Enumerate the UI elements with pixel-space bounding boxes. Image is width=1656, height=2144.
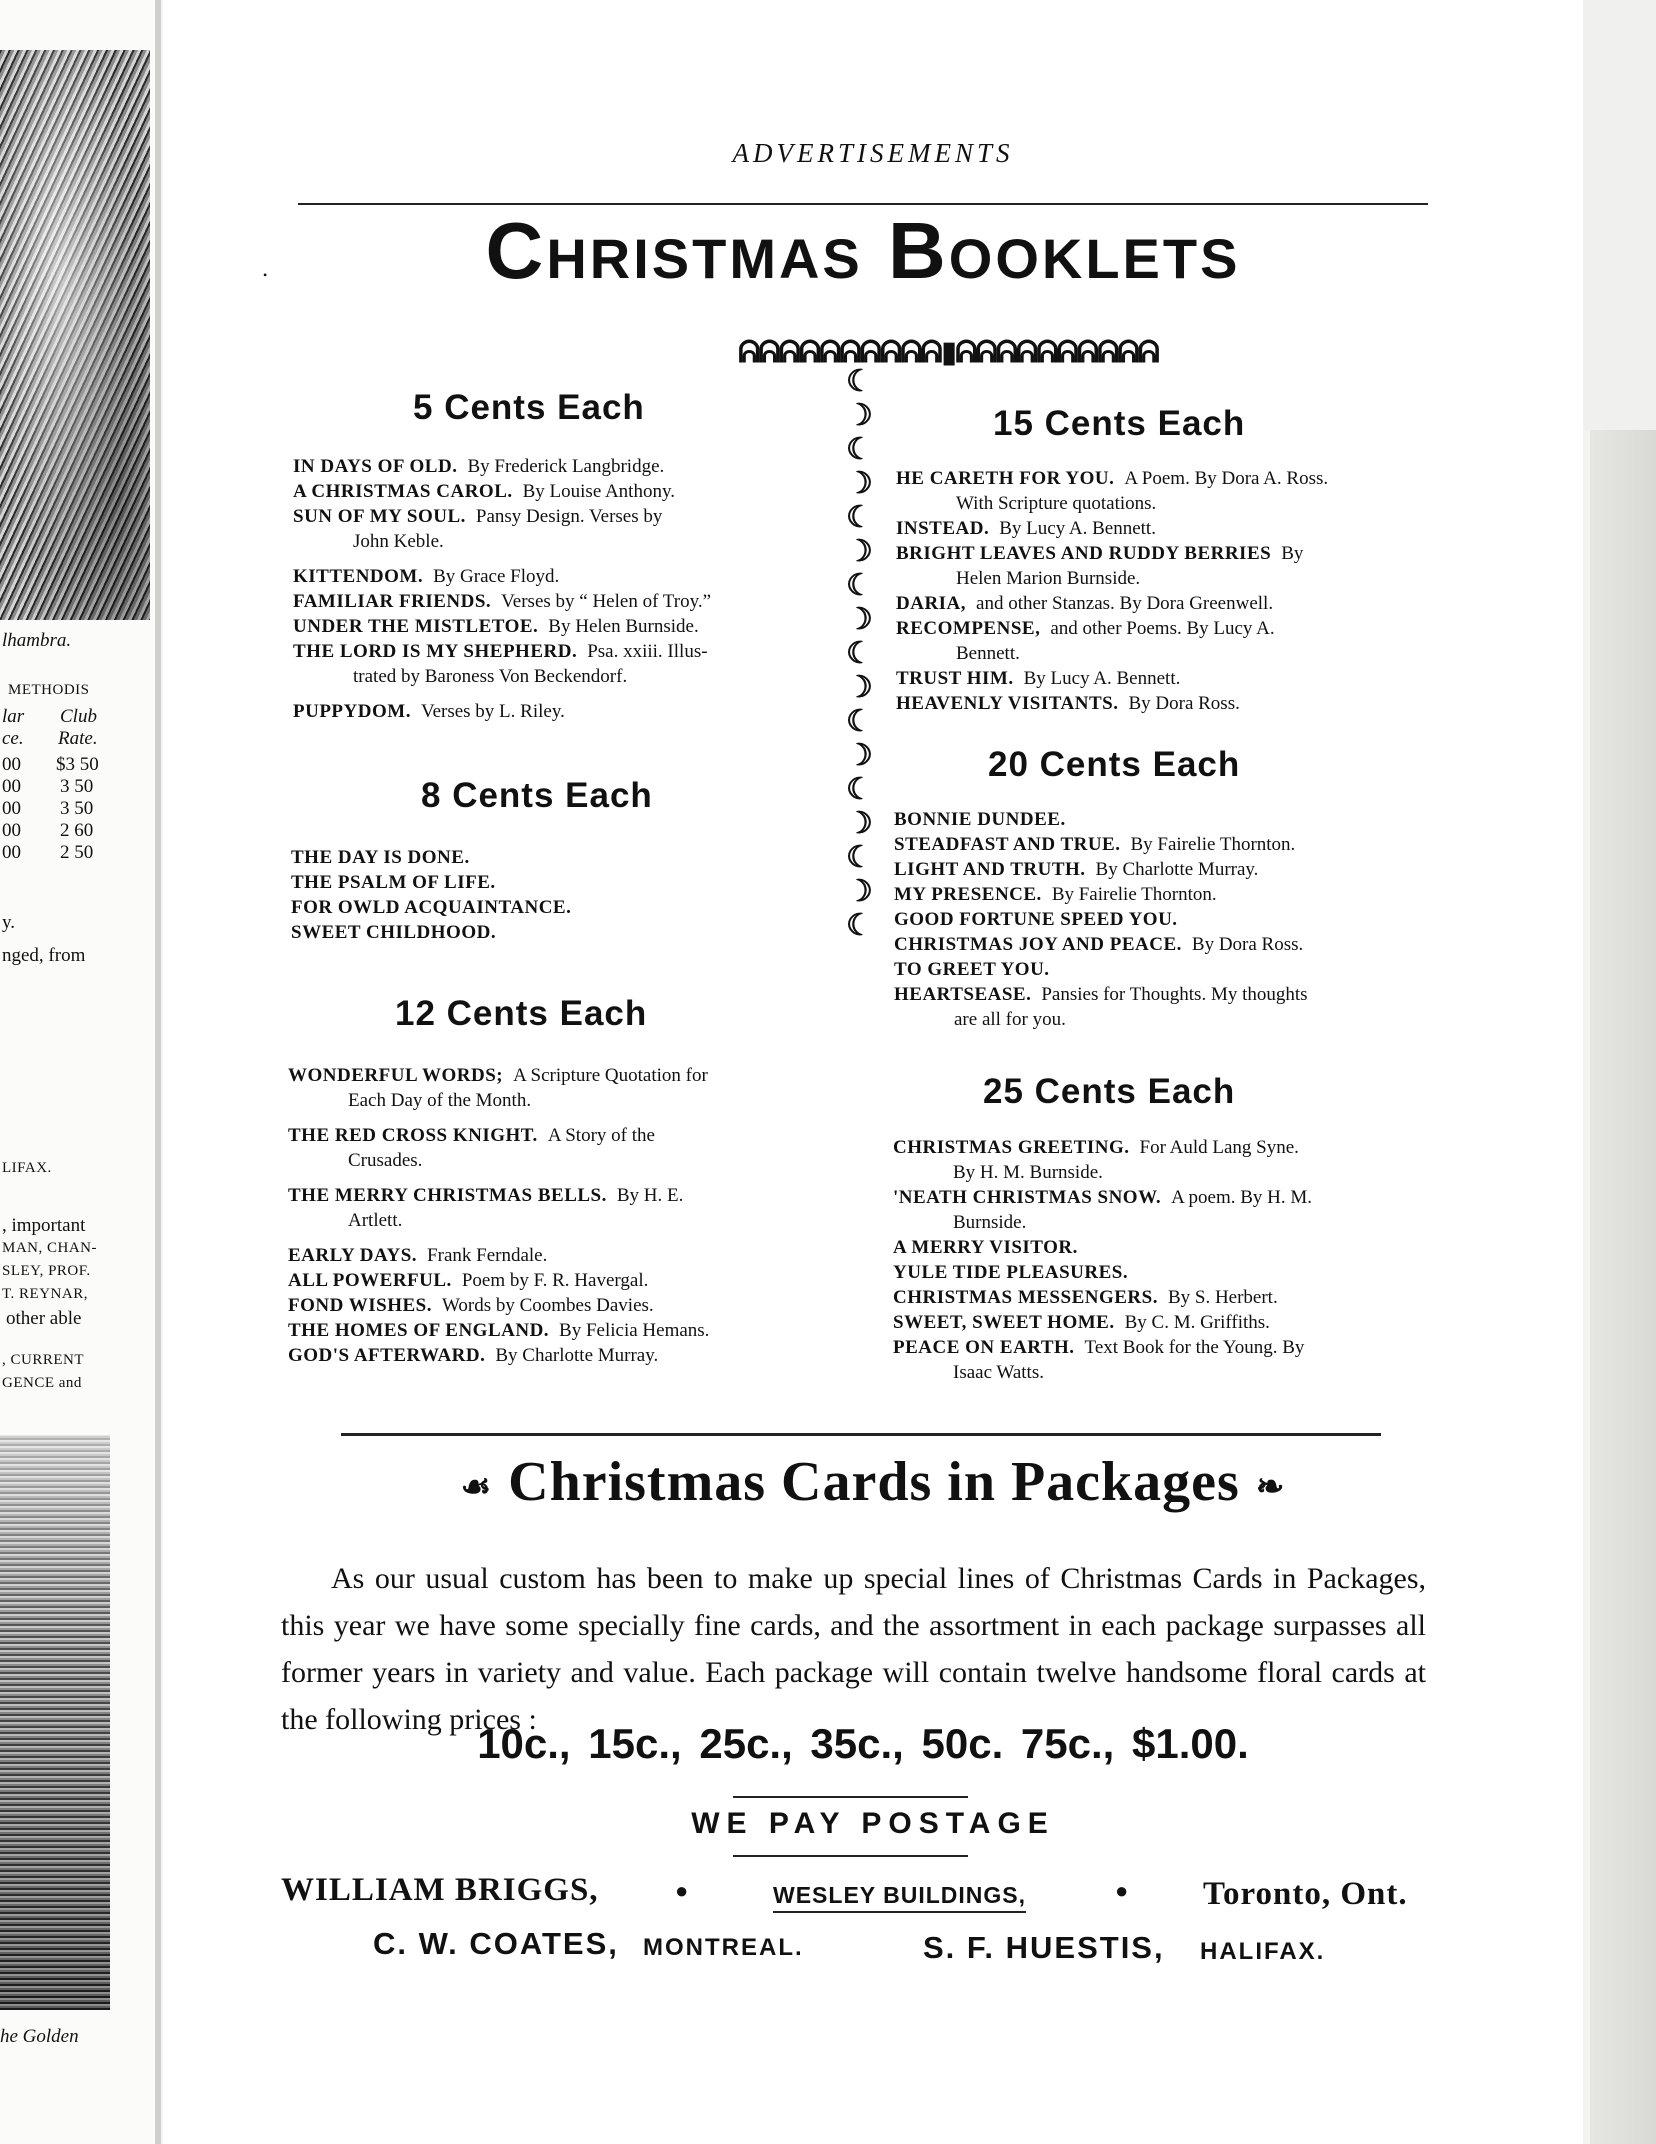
booklet-desc: By Charlotte Murray. bbox=[495, 1345, 659, 1366]
left-y-line: y. bbox=[2, 912, 16, 933]
list-item bbox=[894, 807, 1459, 832]
section-heading-8: 8 Cents Each bbox=[421, 776, 653, 815]
booklet-title: FOR OWLD ACQUAINTANCE. bbox=[291, 897, 572, 918]
list-item bbox=[894, 932, 1459, 957]
booklet-desc: Verses by “ Helen of Troy.” bbox=[501, 591, 712, 612]
booklet-title: THE PSALM OF LIFE. bbox=[291, 872, 496, 893]
list-item bbox=[293, 454, 833, 479]
booklet-title: FOND WISHES. bbox=[288, 1295, 432, 1316]
list-item bbox=[288, 1123, 848, 1173]
booklet-desc: For Auld Lang Syne. bbox=[1139, 1137, 1299, 1158]
list-item bbox=[896, 591, 1456, 616]
page-edge-top bbox=[1580, 0, 1656, 430]
left-important: , important bbox=[2, 1215, 86, 1236]
booklet-title: CHRISTMAS MESSENGERS. bbox=[893, 1287, 1158, 1308]
list-item bbox=[893, 1310, 1458, 1335]
left-chan: MAN, CHAN- bbox=[2, 1240, 97, 1256]
booklet-desc: A Poem. By Dora A. Ross. bbox=[1124, 468, 1329, 489]
booklet-title: PUPPYDOM. bbox=[293, 701, 411, 722]
postage-rule-top bbox=[733, 1796, 968, 1798]
booklet-title: WONDERFUL WORDS; bbox=[288, 1065, 504, 1086]
booklet-desc: By Dora Ross. bbox=[1128, 693, 1240, 714]
left-col-b2: Rate. bbox=[58, 728, 98, 749]
booklet-title: A MERRY VISITOR. bbox=[893, 1237, 1078, 1258]
list-item bbox=[896, 466, 1456, 516]
booklet-title: THE RED CROSS KNIGHT. bbox=[288, 1125, 538, 1146]
booklet-desc-cont: trated by Baroness Von Beckendorf. bbox=[353, 666, 628, 687]
margin-dot: • bbox=[263, 268, 268, 282]
section-list-12 bbox=[288, 1063, 848, 1368]
booklet-title: TO GREET YOU. bbox=[894, 959, 1050, 980]
flourish-right: ᕱᕱᕱᕱᕱᕱᕱᕱᕱᕱ bbox=[955, 336, 1158, 369]
booklet-desc: Pansy Design. Verses by bbox=[475, 506, 663, 527]
booklet-desc: By Lucy A. Bennett. bbox=[999, 518, 1156, 539]
list-item bbox=[893, 1135, 1458, 1185]
booklet-desc-cont: Bennett. bbox=[956, 643, 1020, 664]
booklet-desc-cont: Crusades. bbox=[348, 1150, 423, 1171]
agent-huestis-city: HALIFAX. bbox=[1200, 1938, 1326, 1965]
agent-coates-city: MONTREAL. bbox=[643, 1934, 804, 1961]
section-divider-rule bbox=[341, 1433, 1381, 1436]
booklet-title: PEACE ON EARTH. bbox=[893, 1337, 1075, 1358]
booklet-title: EARLY DAYS. bbox=[288, 1245, 418, 1266]
booklet-title: FAMILIAR FRIENDS. bbox=[293, 591, 492, 612]
list-item bbox=[293, 639, 833, 689]
booklet-desc: By Lucy A. Bennett. bbox=[1023, 668, 1181, 689]
list-item bbox=[293, 699, 833, 724]
left-row-a: 00 bbox=[2, 820, 21, 841]
bullet-icon: ● bbox=[675, 1878, 689, 1903]
section-heading-25: 25 Cents Each bbox=[983, 1072, 1236, 1111]
booklet-title: HEARTSEASE. bbox=[894, 984, 1032, 1005]
booklet-title: BONNIE DUNDEE. bbox=[894, 809, 1066, 830]
left-adjacent-page bbox=[0, 0, 160, 2144]
left-col-a2: ce. bbox=[2, 728, 24, 749]
list-item bbox=[894, 907, 1459, 932]
booklet-desc: A Scripture Quotation for bbox=[513, 1065, 708, 1086]
booklet-title: UNDER THE MISTLETOE. bbox=[293, 616, 539, 637]
left-prof: SLEY, PROF. bbox=[2, 1263, 91, 1279]
list-item bbox=[894, 857, 1459, 882]
booklet-title: RECOMPENSE, bbox=[896, 618, 1041, 639]
left-reynar: T. REYNAR, bbox=[2, 1286, 88, 1302]
leaf-ornament-icon: ☙ bbox=[460, 1469, 493, 1507]
agent-coates-name: C. W. COATES, bbox=[373, 1926, 619, 1961]
left-methodist: METHODIS bbox=[8, 682, 90, 698]
list-item bbox=[291, 920, 831, 945]
list-item bbox=[293, 614, 833, 639]
booklet-desc: Psa. xxiii. Illus- bbox=[587, 641, 708, 662]
left-caption-top: lhambra. bbox=[2, 630, 72, 651]
list-item bbox=[288, 1063, 848, 1113]
price-list: 10c., 15c., 25c., 35c., 50c. 75c., $1.00. bbox=[477, 1720, 1249, 1767]
cards-paragraph: As our usual custom has been to make up special lines of Christmas Cards in Packages, this year we have some specially fine cards, and the assortment in each package surpasses all former years in variety and value. Each package will contain twelve handsome floral cards at the following prices : bbox=[281, 1562, 1426, 1736]
left-row-b: 2 60 bbox=[60, 820, 94, 841]
left-row-b: $3 50 bbox=[56, 754, 99, 775]
list-item bbox=[291, 895, 831, 920]
booklet-desc-cont: Artlett. bbox=[348, 1210, 403, 1231]
section-heading-20: 20 Cents Each bbox=[988, 745, 1241, 784]
section-list-15 bbox=[896, 466, 1456, 716]
booklet-desc-cont: John Keble. bbox=[353, 531, 444, 552]
booklet-desc: and other Poems. By Lucy A. bbox=[1050, 618, 1275, 639]
list-item bbox=[894, 982, 1459, 1032]
booklet-title: SUN OF MY SOUL. bbox=[293, 506, 466, 527]
booklet-desc: By H. E. bbox=[616, 1185, 684, 1206]
booklet-desc: By Louise Anthony. bbox=[522, 481, 675, 502]
list-item bbox=[896, 541, 1456, 591]
postage-rule-bottom bbox=[733, 1855, 968, 1857]
left-row-b: 2 50 bbox=[60, 842, 94, 863]
left-row-a: 00 bbox=[2, 776, 21, 797]
booklet-desc: Pansies for Thoughts. My thoughts bbox=[1041, 984, 1308, 1005]
list-item bbox=[893, 1335, 1458, 1385]
left-row-a: 00 bbox=[2, 754, 21, 775]
left-able: other able bbox=[6, 1308, 82, 1329]
binding-gutter bbox=[155, 0, 161, 2144]
list-item bbox=[288, 1183, 848, 1233]
list-item bbox=[896, 666, 1456, 691]
left-caption-bottom: he Golden bbox=[0, 2026, 79, 2047]
list-item bbox=[894, 882, 1459, 907]
flourish-center-icon: ▮ bbox=[940, 336, 956, 369]
leaf-ornament-icon: ❧ bbox=[1255, 1469, 1286, 1507]
left-row-b: 3 50 bbox=[60, 798, 94, 819]
booklet-title: THE LORD IS MY SHEPHERD. bbox=[293, 641, 578, 662]
booklet-title: HEAVENLY VISITANTS. bbox=[896, 693, 1119, 714]
list-item bbox=[893, 1235, 1458, 1260]
list-item bbox=[896, 616, 1456, 666]
section-heading-12: 12 Cents Each bbox=[395, 994, 648, 1033]
booklet-title: KITTENDOM. bbox=[293, 566, 424, 587]
booklet-desc: A poem. By H. M. bbox=[1171, 1187, 1313, 1208]
left-col-b: Club bbox=[60, 706, 97, 727]
list-item bbox=[288, 1293, 848, 1318]
publisher-city: Toronto, Ont. bbox=[1203, 1876, 1408, 1912]
booklet-desc: Verses by L. Riley. bbox=[420, 701, 565, 722]
left-current: , CURRENT bbox=[2, 1352, 85, 1368]
list-item bbox=[896, 516, 1456, 541]
list-item bbox=[288, 1318, 848, 1343]
booklet-title: THE DAY IS DONE. bbox=[291, 847, 470, 868]
list-item bbox=[894, 957, 1459, 982]
publisher-briggs: WILLIAM BRIGGS, bbox=[281, 1872, 599, 1908]
list-item bbox=[293, 589, 833, 614]
section-list-5 bbox=[293, 454, 833, 724]
booklet-title: CHRISTMAS JOY AND PEACE. bbox=[894, 934, 1182, 955]
booklet-title: GOOD FORTUNE SPEED YOU. bbox=[894, 909, 1178, 930]
booklet-desc: By Felicia Hemans. bbox=[559, 1320, 710, 1341]
engraving-top bbox=[0, 50, 150, 620]
booklet-desc: A Story of the bbox=[547, 1125, 655, 1146]
page-title: Christmas Booklets bbox=[485, 206, 1241, 295]
cards-heading bbox=[383, 1450, 1363, 1514]
flourish-border-row bbox=[518, 338, 1378, 368]
booklet-desc: Text Book for the Young. By bbox=[1084, 1337, 1305, 1358]
list-item bbox=[288, 1243, 848, 1268]
booklet-desc: Poem by F. R. Havergal. bbox=[461, 1270, 649, 1291]
booklet-desc: By Fairelie Thornton. bbox=[1130, 834, 1296, 855]
left-gence: GENCE and bbox=[2, 1375, 82, 1391]
booklet-desc: By Fairelie Thornton. bbox=[1051, 884, 1217, 905]
booklet-desc: By Grace Floyd. bbox=[433, 566, 560, 587]
booklet-title: CHRISTMAS GREETING. bbox=[893, 1137, 1130, 1158]
booklet-title: A CHRISTMAS CAROL. bbox=[293, 481, 513, 502]
list-item bbox=[893, 1285, 1458, 1310]
booklet-desc: Frank Ferndale. bbox=[427, 1245, 548, 1266]
booklet-title: SWEET, SWEET HOME. bbox=[893, 1312, 1115, 1333]
list-item bbox=[291, 870, 831, 895]
list-item bbox=[288, 1343, 848, 1368]
running-head: ADVERTISEMENTS bbox=[732, 138, 1014, 168]
booklet-title: STEADFAST AND TRUE. bbox=[894, 834, 1121, 855]
booklet-desc: By Frederick Langbridge. bbox=[467, 456, 665, 477]
advertisement-page bbox=[163, 0, 1583, 2144]
flourish-column-divider: ☾ ☽ ☾ ☽ ☾ ☽ ☾ ☽ ☾ ☽ ☾ ☽ ☾ ☽ ☾ ☽ ☾ bbox=[846, 365, 873, 942]
list-item bbox=[293, 504, 833, 554]
section-heading-5: 5 Cents Each bbox=[413, 388, 645, 427]
booklet-title: 'NEATH CHRISTMAS SNOW. bbox=[893, 1187, 1162, 1208]
booklet-title: TRUST HIM. bbox=[896, 668, 1014, 689]
left-row-a: 00 bbox=[2, 842, 21, 863]
list-item bbox=[893, 1260, 1458, 1285]
booklet-desc-cont: Burnside. bbox=[953, 1212, 1027, 1233]
booklet-desc: By C. M. Griffiths. bbox=[1124, 1312, 1270, 1333]
booklet-title: THE HOMES OF ENGLAND. bbox=[288, 1320, 550, 1341]
booklet-desc-cont: By H. M. Burnside. bbox=[953, 1162, 1103, 1183]
section-list-25 bbox=[893, 1135, 1458, 1385]
list-item bbox=[894, 832, 1459, 857]
booklet-title: MY PRESENCE. bbox=[894, 884, 1042, 905]
booklet-title: IN DAYS OF OLD. bbox=[293, 456, 458, 477]
booklet-desc: By Helen Burnside. bbox=[548, 616, 699, 637]
booklet-desc: Words by Coombes Davies. bbox=[441, 1295, 654, 1316]
engraving-bottom bbox=[0, 1435, 110, 2010]
agent-huestis-name: S. F. HUESTIS, bbox=[923, 1930, 1165, 1965]
booklet-desc-cont: Helen Marion Burnside. bbox=[956, 568, 1141, 589]
booklet-title: DARIA, bbox=[896, 593, 967, 614]
booklet-desc: By Dora Ross. bbox=[1191, 934, 1304, 955]
bullet-icon: ● bbox=[1115, 1878, 1129, 1903]
cards-title-text: Christmas Cards in Packages bbox=[508, 1451, 1240, 1513]
left-row-a: 00 bbox=[2, 798, 21, 819]
section-list-8 bbox=[291, 845, 831, 945]
flourish-left: ᕱᕱᕱᕱᕱᕱᕱᕱᕱᕱ bbox=[738, 336, 941, 369]
section-heading-15: 15 Cents Each bbox=[993, 404, 1246, 443]
list-item bbox=[893, 1185, 1458, 1235]
booklet-title: ALL POWERFUL. bbox=[288, 1270, 452, 1291]
left-lifax: LIFAX. bbox=[2, 1160, 52, 1176]
booklet-desc-cont: Isaac Watts. bbox=[953, 1362, 1044, 1383]
booklet-title: LIGHT AND TRUTH. bbox=[894, 859, 1086, 880]
left-col-a: lar bbox=[2, 706, 25, 727]
booklet-desc-cont: With Scripture quotations. bbox=[956, 493, 1157, 514]
booklet-title: INSTEAD. bbox=[896, 518, 990, 539]
booklet-title: THE MERRY CHRISTMAS BELLS. bbox=[288, 1185, 607, 1206]
list-item bbox=[288, 1268, 848, 1293]
postage-notice: WE PAY POSTAGE bbox=[691, 1807, 1055, 1840]
list-item bbox=[293, 564, 833, 589]
list-item bbox=[896, 691, 1456, 716]
booklet-desc: By Charlotte Murray. bbox=[1095, 859, 1259, 880]
booklet-title: GOD'S AFTERWARD. bbox=[288, 1345, 486, 1366]
publisher-address: WESLEY BUILDINGS, bbox=[773, 1882, 1026, 1913]
list-item bbox=[291, 845, 831, 870]
booklet-desc-cont: are all for you. bbox=[954, 1009, 1066, 1030]
booklet-desc: By S. Herbert. bbox=[1167, 1287, 1278, 1308]
section-list-20 bbox=[894, 807, 1459, 1032]
booklet-title: BRIGHT LEAVES AND RUDDY BERRIES bbox=[896, 543, 1272, 564]
booklet-title: SWEET CHILDHOOD. bbox=[291, 922, 497, 943]
booklet-desc: and other Stanzas. By Dora Greenwell. bbox=[976, 593, 1274, 614]
booklet-desc-cont: Each Day of the Month. bbox=[348, 1090, 532, 1111]
booklet-title: HE CARETH FOR YOU. bbox=[896, 468, 1115, 489]
left-row-b: 3 50 bbox=[60, 776, 94, 797]
page-edge-right bbox=[1590, 430, 1656, 2144]
booklet-desc: By bbox=[1281, 543, 1304, 564]
list-item bbox=[293, 479, 833, 504]
left-nged: nged, from bbox=[2, 945, 86, 966]
booklet-title: YULE TIDE PLEASURES. bbox=[893, 1262, 1129, 1283]
